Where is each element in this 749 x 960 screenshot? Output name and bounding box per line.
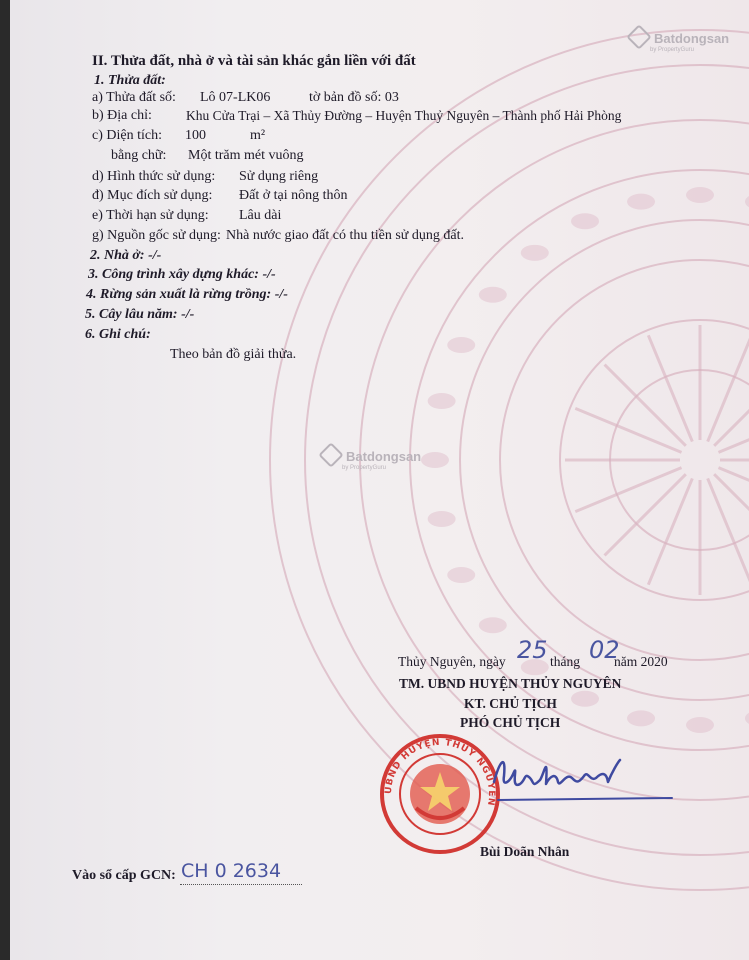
usage-form-label: d) Hình thức sử dụng: [92, 169, 216, 184]
map-sheet-number: tờ bản đồ số: 03 [309, 90, 399, 105]
drum-figure [421, 452, 449, 468]
drum-figure [686, 717, 714, 733]
usage-term-value: Lâu dài [239, 208, 282, 223]
perennial-trees-item: 5. Cây lâu năm: -/- [85, 307, 195, 322]
signature [480, 742, 680, 812]
usage-purpose-value: Đất ở tại nông thôn [239, 188, 348, 203]
section-title: II. Thửa đất, nhà ở và tài sản khác gắn liền với đất [92, 53, 416, 69]
handwritten-day: 25 [517, 636, 548, 664]
drum-figure [686, 187, 714, 203]
usage-form-value: Sử dụng riêng [239, 169, 319, 184]
forest-item: 4. Rừng sản xuất là rừng trồng: -/- [86, 287, 288, 302]
drum-figure [571, 691, 599, 707]
issuing-authority: TM. UBND HUYỆN THỦY NGUYÊN [399, 676, 622, 691]
drum-figure [745, 710, 749, 726]
plot-number-value: Lô 07-LK06 [200, 90, 271, 105]
drum-figure [571, 213, 599, 229]
house-item: 2. Nhà ở: -/- [90, 248, 162, 263]
seal-text: UBND HUYỆN THỦY NGUYÊN [383, 737, 497, 808]
area-value: 100 [185, 128, 206, 143]
drum-ray [708, 478, 749, 584]
drum-figure [428, 393, 456, 409]
drum-ray [605, 365, 686, 446]
area-words-label: bằng chữ: [111, 148, 167, 163]
vice-chairman-line: PHÓ CHỦ TỊCH [460, 715, 561, 730]
drum-figure [627, 194, 655, 210]
drum-ray [575, 408, 681, 452]
drum-ray [575, 468, 681, 512]
drum-ray [708, 335, 749, 441]
area-unit: m² [250, 128, 266, 143]
year-label: năm 2020 [614, 654, 668, 669]
construction-item: 3. Công trình xây dựng khác: -/- [88, 267, 276, 282]
plot-heading: 1. Thửa đất: [94, 73, 166, 88]
certificate-page [10, 0, 749, 960]
drum-figure [447, 337, 475, 353]
address-value: Khu Cửa Trại – Xã Thủy Đường – Huyện Thuỷ Nguyên – Thành phố Hải Phòng [186, 108, 622, 123]
drum-figure [627, 710, 655, 726]
usage-origin-value: Nhà nước giao đất có thu tiền sử dụng đất. [226, 228, 464, 243]
area-label: c) Diện tích: [92, 128, 162, 143]
address-label: b) Địa chỉ: [92, 108, 152, 123]
signer-name: Bùi Doãn Nhân [480, 844, 570, 859]
usage-origin-label: g) Nguồn gốc sử dụng: [92, 228, 221, 243]
notes-heading: 6. Ghi chú: [85, 327, 151, 342]
handwritten-month: 02 [589, 636, 620, 664]
drum-figure [479, 287, 507, 303]
date-place: Thủy Nguyên, ngày [398, 654, 506, 669]
notes-value: Theo bản đồ giải thửa. [170, 347, 297, 362]
drum-ray [605, 474, 686, 555]
month-label: tháng [550, 654, 580, 669]
drum-figure [447, 567, 475, 583]
usage-term-label: e) Thời hạn sử dụng: [92, 208, 209, 223]
area-words-value: Một trăm mét vuông [188, 148, 304, 163]
drum-figure [428, 511, 456, 527]
drum-figure [521, 245, 549, 261]
chairman-line: KT. CHỦ TỊCH [464, 696, 557, 711]
drum-ray [648, 335, 692, 441]
registration-underline [180, 884, 302, 885]
drum-ray [648, 478, 692, 584]
registration-number: CH 0 2634 [181, 860, 282, 882]
watermark-center: Batdongsan by PropertyGuru [322, 446, 421, 471]
drum-figure [745, 194, 749, 210]
registration-label: Vào sổ cấp GCN: [72, 868, 176, 883]
drum-figure [479, 617, 507, 633]
watermark-top: Batdongsan by PropertyGuru [630, 28, 729, 53]
usage-purpose-label: đ) Mục đích sử dụng: [92, 188, 213, 203]
plot-number-label: a) Thửa đất số: [92, 90, 176, 105]
